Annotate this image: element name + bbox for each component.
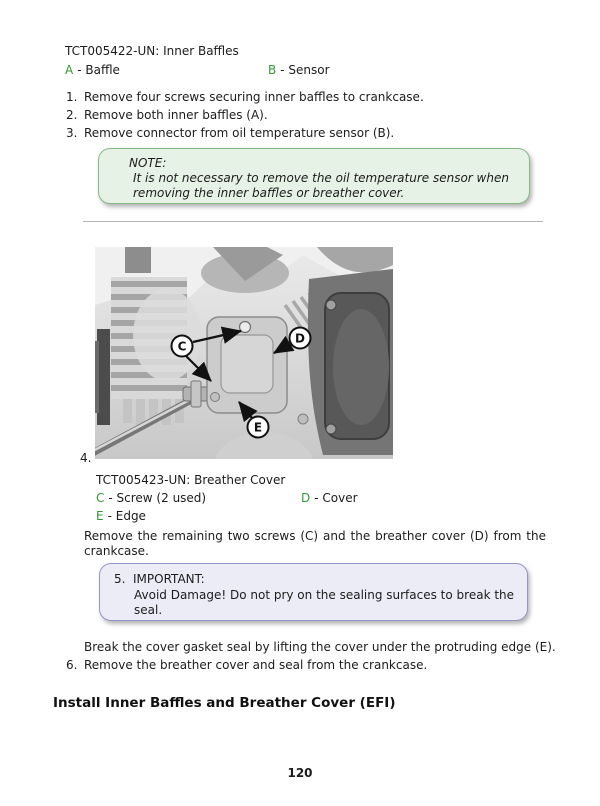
legend-label-e: - Edge [107, 509, 146, 523]
step-6 [66, 658, 427, 673]
callout-c-letter: C [177, 339, 187, 354]
breather-cover-photo [95, 247, 393, 459]
figure2-photo [95, 247, 393, 459]
section-divider [83, 221, 543, 222]
step-1-number: 1. [66, 90, 78, 104]
note-line-1: It is not necessary to remove the oil temperature sensor when [133, 171, 509, 185]
note-title: NOTE: [129, 156, 167, 170]
figure2-legend-d [301, 491, 358, 506]
break-seal-paragraph: Break the cover gasket seal by lifting the cover under the protruding edge (E). [84, 640, 556, 654]
step-4-paragraph-line-2: crankcase. [84, 544, 149, 558]
note-box [98, 148, 530, 204]
legend-label-c: - Screw (2 used) [108, 491, 207, 505]
section-heading: Install Inner Baffles and Breather Cover (EFI) [53, 695, 396, 711]
step-3-text: Remove connector from oil temperature sensor (B). [84, 126, 395, 140]
step-6-text: Remove the breather cover and seal from the crankcase. [84, 658, 428, 672]
callout-d-letter: D [295, 331, 305, 346]
figure2-legend-c [96, 491, 206, 506]
note-line-2: removing the inner baffles or breather cover. [133, 186, 405, 200]
step-3-number: 3. [66, 126, 78, 140]
step-2-number: 2. [66, 108, 78, 122]
important-box [99, 563, 528, 621]
legend-label-d: - Cover [314, 491, 358, 505]
legend-letter-b: B [268, 63, 277, 77]
step-1 [66, 90, 424, 105]
step-5-number: 5. [114, 572, 126, 586]
step-4-paragraph-line-1: Remove the remaining two screws (C) and the breather cover (D) from the [84, 529, 546, 543]
step-2-text: Remove both inner baffles (A). [84, 108, 268, 122]
important-line-2: seal. [134, 603, 163, 617]
figure1-caption: TCT005422-UN: Inner Baffles [65, 44, 239, 58]
figure2-legend-e [96, 509, 146, 524]
step-2 [66, 108, 268, 123]
callout-e-letter: E [253, 420, 263, 435]
legend-letter-d: D [301, 491, 311, 505]
step-3 [66, 126, 394, 141]
legend-label-a: - Baffle [77, 63, 120, 77]
important-line-1: Avoid Damage! Do not pry on the sealing surfaces to break the [134, 588, 515, 602]
figure2-caption: TCT005423-UN: Breather Cover [96, 473, 286, 487]
engine-art [95, 247, 393, 459]
legend-label-b: - Sensor [280, 63, 330, 77]
page-number: 120 [287, 766, 313, 780]
figure1-legend-b [268, 63, 330, 78]
legend-letter-c: C [96, 491, 105, 505]
important-title: IMPORTANT: [133, 572, 205, 586]
step-4-number: 4. [80, 451, 92, 465]
step-1-text: Remove four screws securing inner baffles to crankcase. [84, 90, 424, 104]
step-6-number: 6. [66, 658, 78, 672]
legend-letter-a: A [65, 63, 74, 77]
figure1-legend-a [65, 63, 120, 78]
legend-letter-e: E [96, 509, 104, 523]
